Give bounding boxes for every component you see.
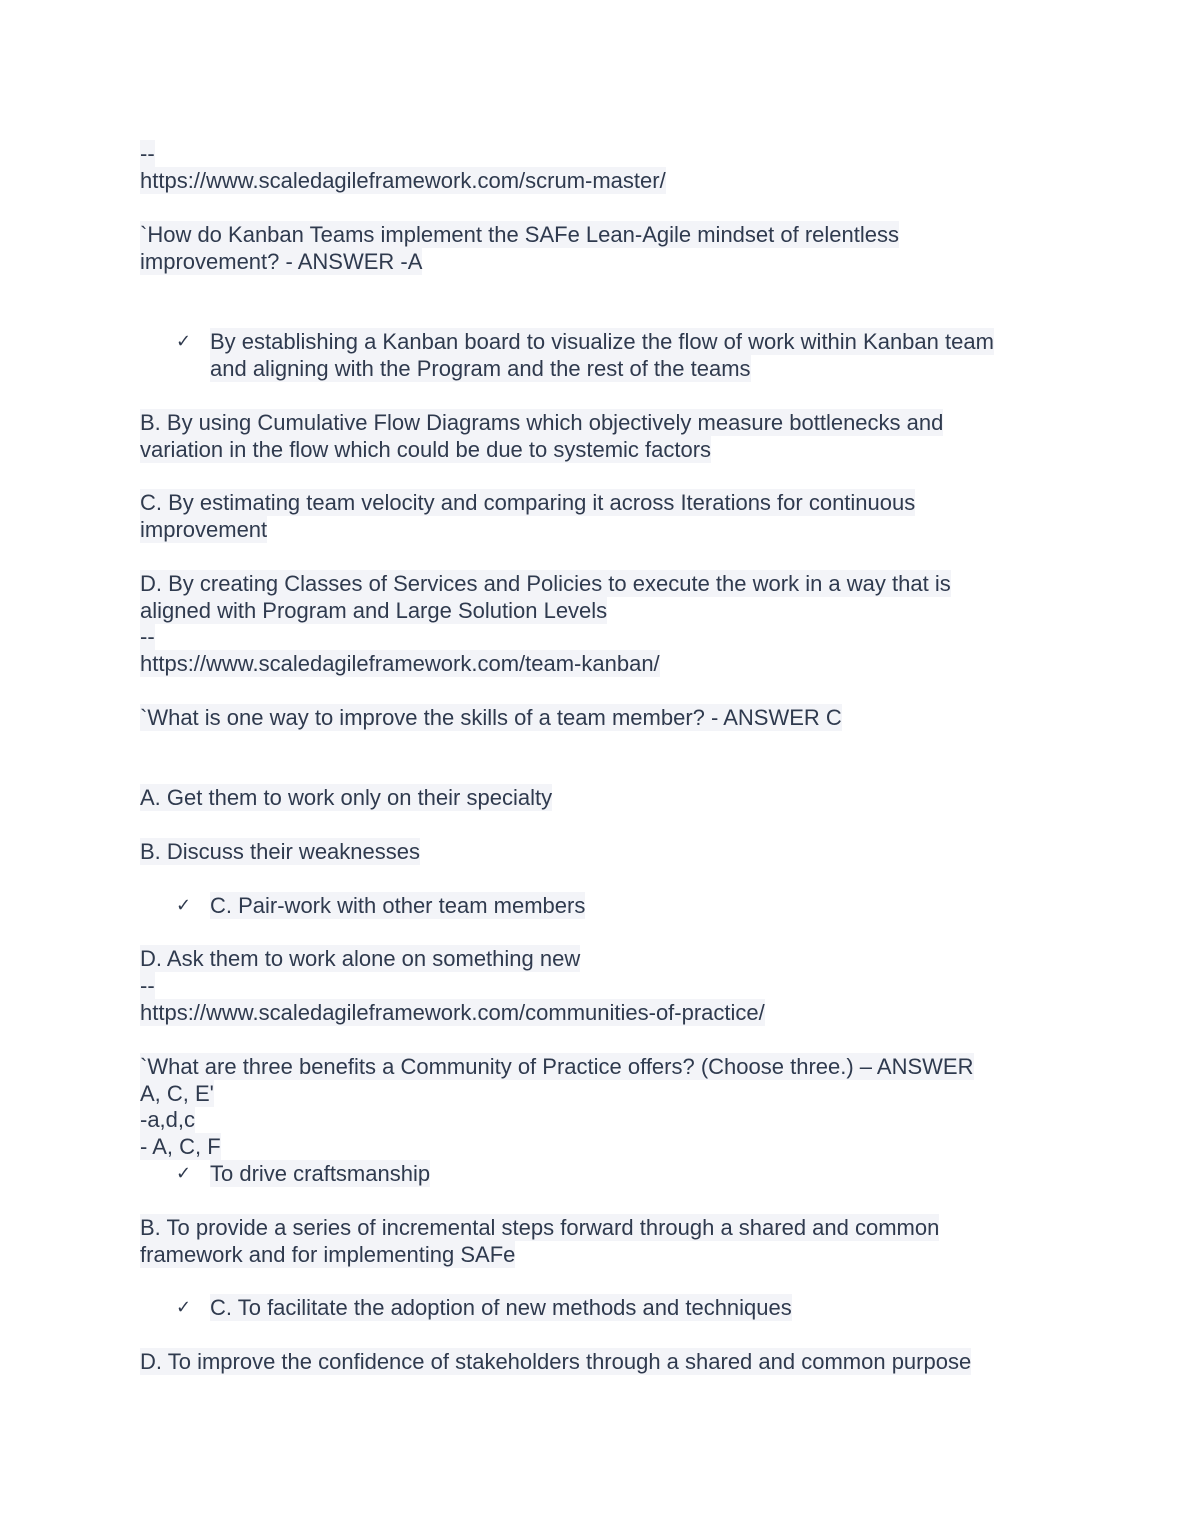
- q2-option-b: B. Discuss their weaknesses: [140, 839, 420, 864]
- q1-option-b: B. By using Cumulative Flow Diagrams which objectively measure bottlenecks and: [140, 410, 944, 435]
- checkmark-icon: ✓: [176, 1163, 192, 1184]
- q3-option-b-cont: framework and for implementing SAFe: [140, 1242, 516, 1267]
- checkmark-icon: ✓: [176, 331, 192, 352]
- answer-note: - A, C, F: [140, 1134, 221, 1159]
- answer-note: -a,d,c: [140, 1107, 196, 1132]
- q1-option-d: D. By creating Classes of Services and Policies to execute the work in a way that is: [140, 571, 951, 596]
- q1-option-a: By establishing a Kanban board to visualize the flow of work within Kanban team: [210, 329, 994, 354]
- q1-option-b-cont: variation in the flow which could be due to systemic factors: [140, 437, 712, 462]
- q3-option-c: C. To facilitate the adoption of new methods and techniques: [210, 1295, 792, 1320]
- reference-url[interactable]: https://www.scaledagileframework.com/scrum-master/: [140, 168, 666, 193]
- q1-option-d-cont: aligned with Program and Large Solution Levels: [140, 598, 608, 623]
- question-1-text-cont: improvement? - ANSWER -A: [140, 249, 423, 274]
- q3-option-a: To drive craftsmanship: [210, 1161, 431, 1186]
- checkmark-icon: ✓: [176, 895, 192, 916]
- q1-option-c: C. By estimating team velocity and comparing it across Iterations for continuous: [140, 490, 916, 515]
- separator: --: [140, 624, 155, 649]
- separator: --: [140, 973, 155, 998]
- q1-option-c-cont: improvement: [140, 517, 268, 542]
- q3-option-d: D. To improve the confidence of stakeholders through a shared and common purpose: [140, 1349, 972, 1374]
- q2-option-d: D. Ask them to work alone on something new: [140, 946, 581, 971]
- question-3-text-cont: A, C, E': [140, 1081, 214, 1106]
- q2-option-c: C. Pair-work with other team members: [210, 893, 586, 918]
- q2-option-a: A. Get them to work only on their specialty: [140, 785, 553, 810]
- question-1-text: `How do Kanban Teams implement the SAFe Lean-Agile mindset of relentless: [140, 222, 899, 247]
- separator: --: [140, 141, 155, 166]
- q3-option-b: B. To provide a series of incremental steps forward through a shared and common: [140, 1215, 940, 1240]
- question-3-text: `What are three benefits a Community of Practice offers? (Choose three.) – ANSWER: [140, 1054, 974, 1079]
- question-2-text: `What is one way to improve the skills of a team member? - ANSWER C: [140, 705, 842, 730]
- checkmark-icon: ✓: [176, 1297, 192, 1318]
- reference-url[interactable]: https://www.scaledagileframework.com/team-kanban/: [140, 651, 660, 676]
- q1-option-a-cont: and aligning with the Program and the rest of the teams: [210, 356, 751, 381]
- reference-url[interactable]: https://www.scaledagileframework.com/communities-of-practice/: [140, 1000, 765, 1025]
